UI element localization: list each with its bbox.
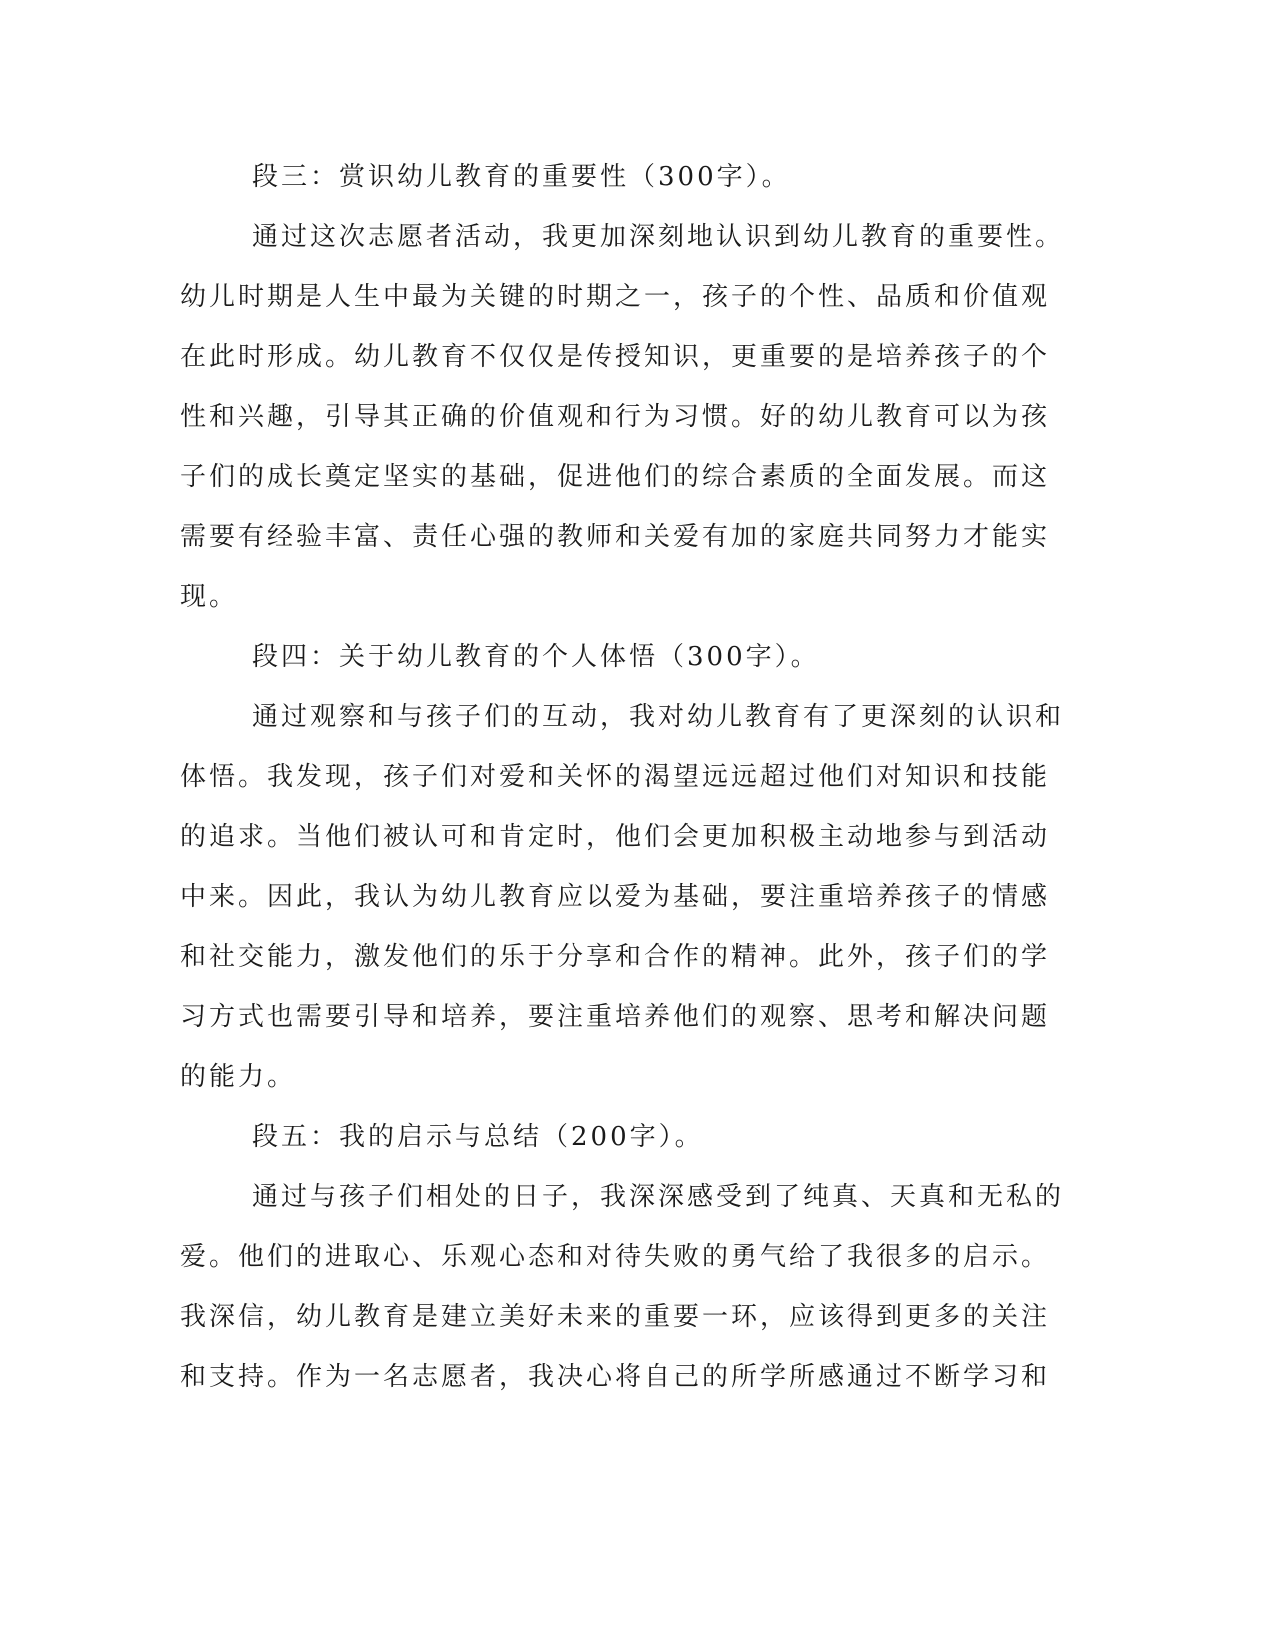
paragraph-line: 幼儿时期是人生中最为关键的时期之一，孩子的个性、品质和价值观 xyxy=(180,282,1051,312)
section-3-paragraph xyxy=(180,207,1065,627)
paragraph-line: 的追求。当他们被认可和肯定时，他们会更加积极主动地参与到活动 xyxy=(180,822,1051,852)
paragraph-line: 我深信，幼儿教育是建立美好未来的重要一环，应该得到更多的关注 xyxy=(180,1302,1051,1332)
paragraph-line: 性和兴趣，引导其正确的价值观和行为习惯。好的幼儿教育可以为孩 xyxy=(180,402,1051,432)
section-5-paragraph xyxy=(180,1167,1065,1407)
paragraph-line: 中来。因此，我认为幼儿教育应以爱为基础，要注重培养孩子的情感 xyxy=(180,882,1051,912)
paragraph-line: 的能力。 xyxy=(180,1062,297,1092)
paragraph-line: 和支持。作为一名志愿者，我决心将自己的所学所感通过不断学习和 xyxy=(180,1362,1051,1392)
paragraph-line: 需要有经验丰富、责任心强的教师和关爱有加的家庭共同努力才能实 xyxy=(180,522,1051,552)
paragraph-line: 在此时形成。幼儿教育不仅仅是传授知识，更重要的是培养孩子的个 xyxy=(180,342,1051,372)
paragraph-line: 和社交能力，激发他们的乐于分享和合作的精神。此外，孩子们的学 xyxy=(180,942,1051,972)
paragraph-line: 子们的成长奠定坚实的基础，促进他们的综合素质的全面发展。而这 xyxy=(180,462,1051,492)
paragraph-line: 习方式也需要引导和培养，要注重培养他们的观察、思考和解决问题 xyxy=(180,1002,1051,1032)
heading-line: 段五：我的启示与总结（200字）。 xyxy=(252,1122,704,1152)
paragraph-line: 通过这次志愿者活动，我更加深刻地认识到幼儿教育的重要性。 xyxy=(252,222,1065,252)
paragraph-line: 现。 xyxy=(180,582,239,612)
document-body xyxy=(180,147,1065,1407)
paragraph-line: 体悟。我发现，孩子们对爱和关怀的渴望远远超过他们对知识和技能 xyxy=(180,762,1051,792)
paragraph-line: 通过观察和与孩子们的互动，我对幼儿教育有了更深刻的认识和 xyxy=(252,702,1065,732)
heading-line: 段四：关于幼儿教育的个人体悟（300字）。 xyxy=(252,642,820,672)
paragraph-line: 通过与孩子们相处的日子，我深深感受到了纯真、天真和无私的 xyxy=(252,1182,1065,1212)
paragraph-line: 爱。他们的进取心、乐观心态和对待失败的勇气给了我很多的启示。 xyxy=(180,1242,1051,1272)
section-4-paragraph xyxy=(180,687,1065,1107)
section-3-heading xyxy=(180,147,1030,207)
section-4-heading xyxy=(180,627,1030,687)
section-5-heading xyxy=(180,1107,1030,1167)
heading-line: 段三：赏识幼儿教育的重要性（300字）。 xyxy=(252,162,791,192)
